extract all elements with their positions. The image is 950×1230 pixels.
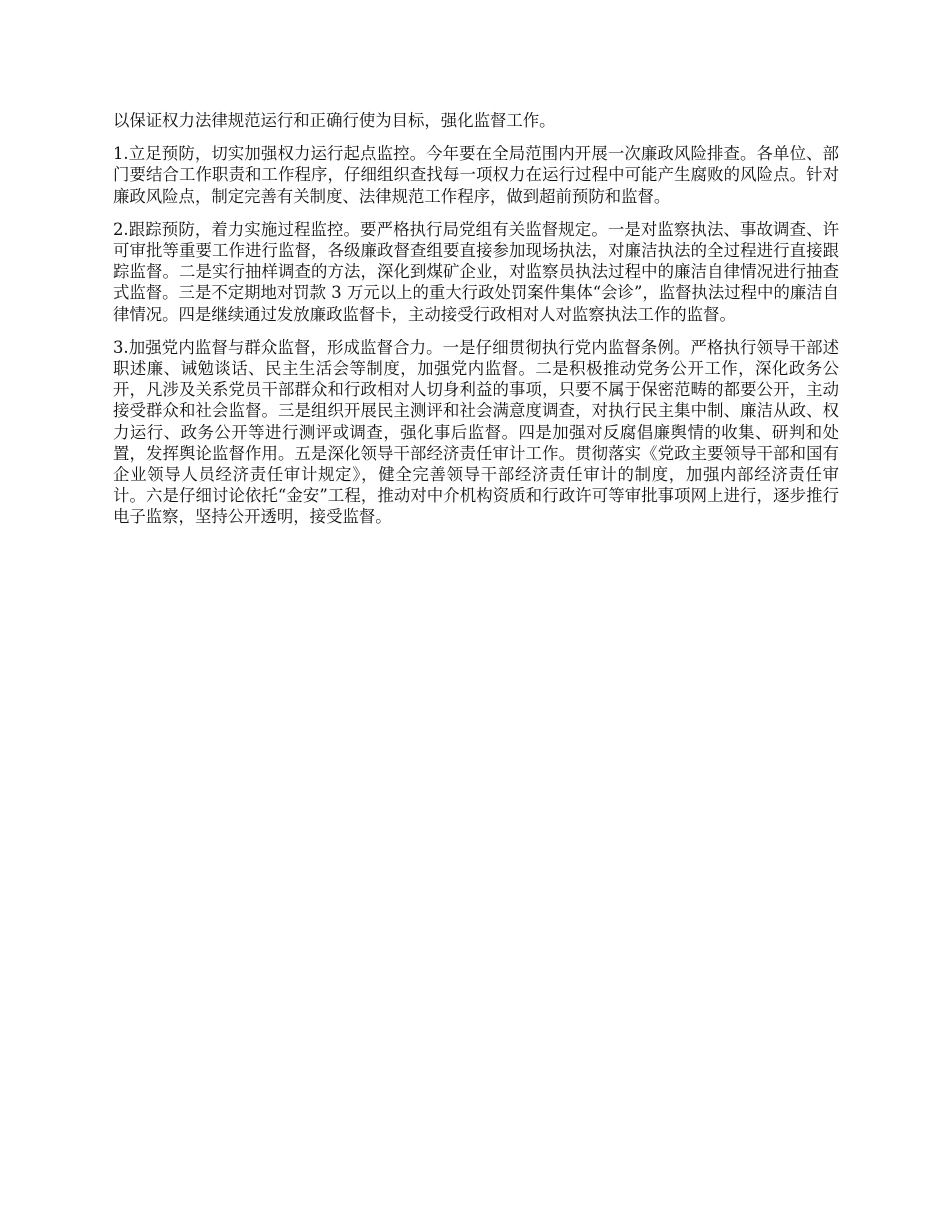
paragraph-process-monitoring: 2.跟踪预防，着力实施过程监控。要严格执行局党组有关监督规定。一是对监察执法、事故调查、许可审批等重要工作进行监督，各级廉政督查组要直接参加现场执法，对廉洁执法的全过程进行直接跟踪监督。二是实行抽样调查的方法，深化到煤矿企业，对监察员执法过程中的廉洁自律情况进行抽查式监督。三是不定期地对罚款 3 万元以上的重大行政处罚案件集体“会诊”，监督执法过程中的廉洁自律情况。四是继续通过发放廉政监督卡，主动接受行政相对人对监察执法工作的监督。 <box>113 219 840 324</box>
intro-paragraph: 以保证权力法律规范运行和正确行使为目标，强化监督工作。 <box>113 111 556 130</box>
document-body <box>113 110 839 540</box>
paragraph-prevention: 1.立足预防，切实加强权力运行起点监控。今年要在全局范围内开展一次廉政风险排查。各单位、部门要结合工作职责和工作程序，仔细组织查找每一项权力在运行过程中可能产生腐败的风险点。针对廉政风险点，制定完善有关制度、法律规范工作程序，做到超前预防和监督。 <box>113 144 839 206</box>
paragraph-joint-supervision: 3.加强党内监督与群众监督，形成监督合力。一是仔细贯彻执行党内监督条例。严格执行领导干部述职述廉、诫勉谈话、民主生活会等制度，加强党内监督。二是积极推动党务公开工作，深化政务公开，凡涉及关系党员干部群众和行政相对人切身利益的事项，只要不属于保密范畴的都要公开，主动接受群众和社会监督。三是组织开展民主测评和社会满意度调查，对执行民主集中制、廉洁从政、权力运行、政务公开等进行测评或调查，强化事后监督。四是加强对反腐倡廉舆情的收集、研判和处置，发挥舆论监督作用。五是深化领导干部经济责任审计工作。贯彻落实《党政主要领导干部和国有企业领导人员经济责任审计规定》，健全完善领导干部经济责任审计的制度，加强内部经济责任审计。六是仔细讨论依托“金安”工程，推动对中介机构资质和行政许可等审批事项网上进行，逐步推行电子监察，坚持公开透明，接受监督。 <box>113 337 839 527</box>
